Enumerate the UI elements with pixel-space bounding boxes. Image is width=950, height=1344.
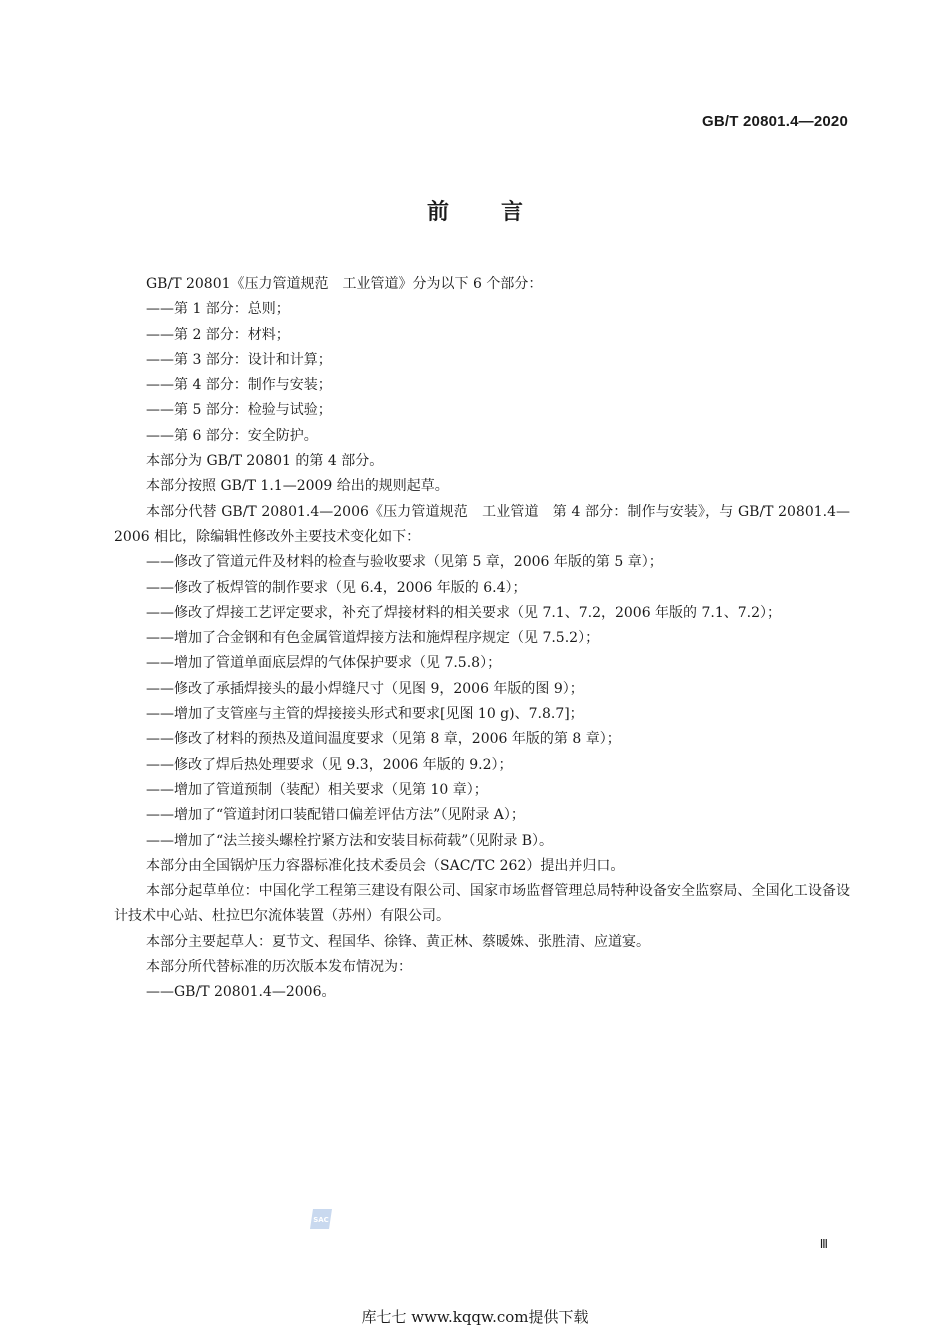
paragraph: GB/T 20801《压力管道规范 工业管道》分为以下 6 个部分： — [146, 276, 543, 292]
svg-text:SAC: SAC — [313, 1216, 329, 1224]
title-char-1: 前 — [426, 200, 449, 225]
paragraph: 本部分起草单位：中国化学工程第三建设有限公司、国家市场监督管理总局特种设备安全监察局、全国化工设备设计技术中心站、杜拉巴尔流体装置（苏州）有限公司。 — [114, 883, 850, 925]
list-item: ——修改了管道元件及材料的检查与验收要求（见第 5 章，2006 年版的第 5 章）； — [146, 554, 663, 571]
list-item: ——修改了材料的预热及道间温度要求（见第 8 章，2006 年版的第 8 章）； — [146, 731, 621, 748]
paragraph: 本部分所代替标准的历次版本发布情况为： — [146, 959, 412, 976]
title-char-2: 言 — [501, 200, 524, 225]
list-item: ——修改了板焊管的制作要求（见 6.4，2006 年版的 6.4）； — [146, 579, 527, 596]
paragraph: 本部分主要起草人：夏节文、程国华、徐锋、黄正林、蔡暖姝、张胜清、应道宴。 — [146, 933, 650, 950]
list-item: ——修改了焊后热处理要求（见 9.3，2006 年版的 9.2）； — [146, 756, 513, 773]
list-item: ——增加了支管座与主管的焊接接头形式和要求[见图 10 g)、7.8.7]； — [146, 706, 584, 723]
list-item: ——增加了“法兰接头螺栓拧紧方法和安装目标荷载”（见附录 B）。 — [146, 832, 554, 849]
list-item: ——第 6 部分：安全防护。 — [146, 427, 318, 444]
paragraph: 本部分代替 GB/T 20801.4—2006《压力管道规范 工业管道 第 4 部分：制作与安装》，与 GB/T 20801.4—2006 相比，除编辑性修改外主要技术变化如下： — [114, 503, 850, 545]
list-item: ——增加了合金钢和有色金属管道焊接方法和施焊程序规定（见 7.5.2）； — [146, 630, 600, 647]
list-item: ——第 5 部分：检验与试验； — [146, 402, 332, 419]
sac-logo-icon — [308, 1206, 334, 1232]
standard-code: GB/T 20801.4—2020 — [702, 113, 848, 130]
paragraph: 本部分按照 GB/T 1.1—2009 给出的规则起草。 — [146, 478, 449, 495]
list-item: ——第 2 部分：材料； — [146, 326, 290, 343]
list-item: ——增加了“管道封闭口装配错口偏差评估方法”（见附录 A）； — [146, 807, 525, 824]
page-number: Ⅲ — [819, 1237, 828, 1251]
document-body — [114, 272, 850, 1006]
list-item: ——GB/T 20801.4—2006。 — [146, 984, 336, 1001]
list-item: ——增加了管道预制（装配）相关要求（见第 10 章）； — [146, 781, 488, 798]
list-item: ——第 1 部分：总则； — [146, 301, 290, 318]
paragraph: 本部分由全国锅炉压力容器标准化技术委员会（SAC/TC 262）提出并归口。 — [146, 857, 625, 874]
list-item: ——修改了焊接工艺评定要求，补充了焊接材料的相关要求（见 7.1、7.2，2006 年版的 7.1、7.2）； — [146, 604, 782, 621]
list-item: ——第 3 部分：设计和计算； — [146, 351, 332, 368]
page-title — [0, 195, 950, 226]
list-item: ——增加了管道单面底层焊的气体保护要求（见 7.5.8）； — [146, 655, 502, 672]
list-item: ——修改了承插焊接头的最小焊缝尺寸（见图 9，2006 年版的图 9）； — [146, 680, 584, 697]
paragraph: 本部分为 GB/T 20801 的第 4 部分。 — [146, 453, 384, 470]
footer-watermark: 库七七 www.kqqw.com提供下载 — [361, 1308, 589, 1326]
list-item: ——第 4 部分：制作与安装； — [146, 377, 332, 394]
